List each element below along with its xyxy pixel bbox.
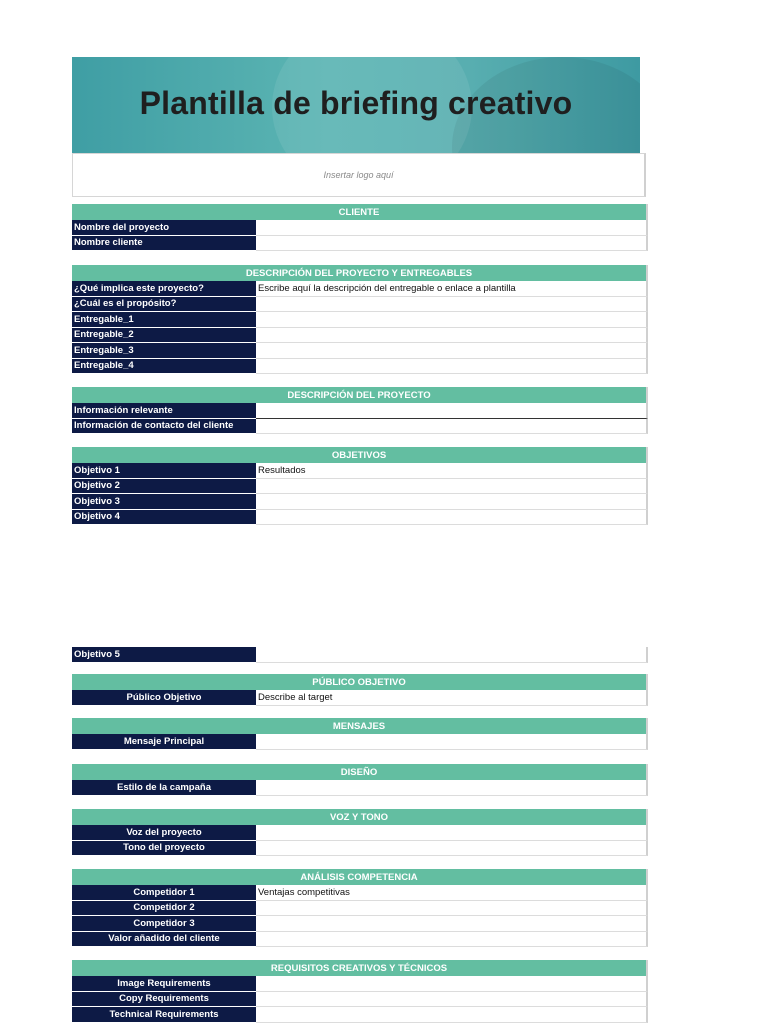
row-value[interactable] (256, 312, 648, 328)
row-label: Objetivo 5 (72, 647, 256, 663)
section-cliente (72, 204, 648, 251)
row-value[interactable] (256, 932, 648, 948)
row-label: Entregable_4 (72, 359, 256, 375)
row-value[interactable] (256, 841, 648, 857)
table-row (72, 647, 648, 663)
table-row (72, 780, 648, 796)
row-value[interactable] (256, 916, 648, 932)
row-label: Entregable_3 (72, 343, 256, 359)
table-row (72, 885, 648, 901)
row-value[interactable] (256, 976, 648, 992)
section-mensajes (72, 718, 648, 750)
table-row (72, 343, 648, 359)
row-value[interactable]: Resultados (256, 463, 648, 479)
table-row (72, 281, 648, 297)
section-header: PÚBLICO OBJETIVO (72, 674, 648, 690)
section-header: DISEÑO (72, 764, 648, 780)
table-row (72, 419, 648, 435)
row-label: Nombre del proyecto (72, 220, 256, 236)
table-row (72, 312, 648, 328)
row-label: Voz del proyecto (72, 825, 256, 841)
row-label: ¿Cuál es el propósito? (72, 297, 256, 313)
row-label: Objetivo 3 (72, 494, 256, 510)
section-voz-tono (72, 809, 648, 856)
row-label: Copy Requirements (72, 992, 256, 1008)
title-banner (72, 57, 640, 153)
table-row (72, 825, 648, 841)
row-label: Nombre cliente (72, 236, 256, 252)
row-value[interactable] (256, 825, 648, 841)
section-objetivos (72, 447, 648, 525)
table-row (72, 734, 648, 750)
row-value[interactable] (256, 647, 648, 663)
section-header: MENSAJES (72, 718, 648, 734)
section-header: VOZ Y TONO (72, 809, 648, 825)
table-row (72, 463, 648, 479)
table-row (72, 403, 648, 419)
row-value[interactable] (256, 510, 648, 526)
section-diseno (72, 764, 648, 796)
row-label: Información de contacto del cliente (72, 419, 256, 435)
section-competencia (72, 869, 648, 947)
row-value[interactable] (256, 297, 648, 313)
section-header: DESCRIPCIÓN DEL PROYECTO Y ENTREGABLES (72, 265, 648, 281)
row-value[interactable] (256, 734, 648, 750)
section-header: REQUISITOS CREATIVOS Y TÉCNICOS (72, 960, 648, 976)
section-requisitos (72, 960, 648, 1023)
row-value[interactable] (256, 403, 648, 419)
row-value[interactable] (256, 780, 648, 796)
table-row (72, 479, 648, 495)
row-value[interactable] (256, 236, 648, 252)
row-label: Tono del proyecto (72, 841, 256, 857)
row-value[interactable] (256, 328, 648, 344)
table-row (72, 932, 648, 948)
row-value[interactable] (256, 220, 648, 236)
logo-placeholder[interactable] (72, 153, 646, 197)
table-row (72, 992, 648, 1008)
table-row (72, 236, 648, 252)
table-row (72, 901, 648, 917)
row-label: Valor añadido del cliente (72, 932, 256, 948)
section-header: ANÁLISIS COMPETENCIA (72, 869, 648, 885)
row-value[interactable] (256, 479, 648, 495)
row-label: Mensaje Principal (72, 734, 256, 750)
table-row (72, 976, 648, 992)
table-row (72, 328, 648, 344)
table-row (72, 916, 648, 932)
row-value[interactable] (256, 359, 648, 375)
table-row (72, 220, 648, 236)
row-value[interactable] (256, 419, 648, 435)
section-entregables (72, 265, 648, 374)
table-row (72, 690, 648, 706)
row-label: Estilo de la campaña (72, 780, 256, 796)
table-row (72, 297, 648, 313)
table-row (72, 841, 648, 857)
table-row (72, 1007, 648, 1023)
section-objetivos-continued (72, 647, 648, 663)
row-label: Objetivo 2 (72, 479, 256, 495)
row-value[interactable] (256, 992, 648, 1008)
row-value[interactable] (256, 343, 648, 359)
row-label: Competidor 1 (72, 885, 256, 901)
row-value[interactable]: Describe al target (256, 690, 648, 706)
row-label: Technical Requirements (72, 1007, 256, 1023)
row-label: Entregable_2 (72, 328, 256, 344)
section-publico (72, 674, 648, 706)
row-label: Competidor 3 (72, 916, 256, 932)
row-label: Objetivo 1 (72, 463, 256, 479)
table-row (72, 494, 648, 510)
table-row (72, 359, 648, 375)
row-label: Entregable_1 (72, 312, 256, 328)
row-value[interactable]: Ventajas competitivas (256, 885, 648, 901)
row-label: Competidor 2 (72, 901, 256, 917)
row-value[interactable]: Escribe aquí la descripción del entregable o enlace a plantilla (256, 281, 648, 297)
row-label: Objetivo 4 (72, 510, 256, 526)
logo-placeholder-text: Insertar logo aquí (323, 170, 394, 180)
section-descripcion (72, 387, 648, 434)
section-header: OBJETIVOS (72, 447, 648, 463)
section-header: DESCRIPCIÓN DEL PROYECTO (72, 387, 648, 403)
row-label: Información relevante (72, 403, 256, 419)
row-value[interactable] (256, 901, 648, 917)
row-label: Image Requirements (72, 976, 256, 992)
row-label: Público Objetivo (72, 690, 256, 706)
row-value[interactable] (256, 1007, 648, 1023)
row-value[interactable] (256, 494, 648, 510)
section-header: CLIENTE (72, 204, 648, 220)
table-row (72, 510, 648, 526)
row-label: ¿Qué implica este proyecto? (72, 281, 256, 297)
page-title: Plantilla de briefing creativo (139, 85, 573, 121)
